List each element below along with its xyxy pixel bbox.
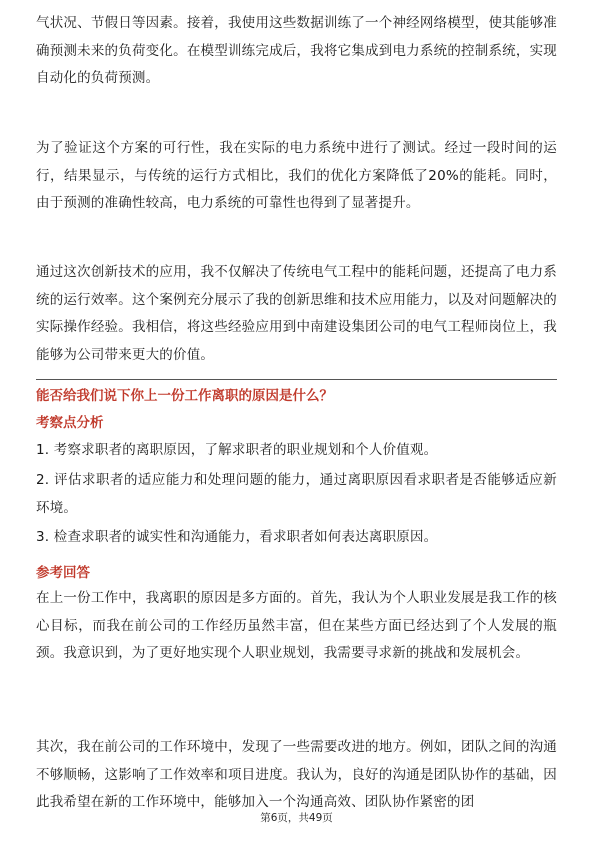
document-page	[36, 0, 557, 842]
analysis-title: 考察点分析	[36, 415, 104, 431]
analysis-item: 3. 检查求职者的诚实性和沟通能力，看求职者如何表达离职原因。	[36, 529, 438, 545]
answer-paragraph: 在上一份工作中，我离职的原因是多方面的。首先，我认为个人职业发展是我工作的核心目标，而我在前公司的工作经历虽然丰富，但在某些方面已经达到了个人发展的瓶颈。我意识到，为了更好地实现个人职业规划，我需要寻求新的挑战和发展机会。	[36, 590, 557, 661]
analysis-item: 2. 评估求职者的适应能力和处理问题的能力，通过离职原因看求职者是否能够适应新环境。	[36, 472, 557, 516]
answer-title: 参考回答	[36, 565, 90, 581]
paragraph-test-results: 为了验证这个方案的可行性，我在实际的电力系统中进行了测试。经过一段时间的运行，结果显示，与传统的运行方式相比，我们的优化方案降低了20%的能耗。同时，由于预测的准确性较高，电力系统的可靠性也得到了显著提升。	[36, 140, 557, 211]
section-divider	[36, 379, 557, 380]
page-footer: 第6页，共49页	[260, 812, 333, 824]
paragraph-conclusion: 通过这次创新技术的应用，我不仅解决了传统电气工程中的能耗问题，还提高了电力系统的运行效率。这个案例充分展示了我的创新思维和技术应用能力，以及对问题解决的实际操作经验。我相信，将这些经验应用到中南建设集团公司的电气工程师岗位上，我能够为公司带来更大的价值。	[36, 264, 557, 363]
paragraph-continuation: 气状况、节假日等因素。接着，我使用这些数据训练了一个神经网络模型，使其能够准确预测未来的负荷变化。在模型训练完成后，我将它集成到电力系统的控制系统，实现自动化的负荷预测。	[36, 15, 557, 86]
answer-paragraph: 其次，我在前公司的工作环境中，发现了一些需要改进的地方。例如，团队之间的沟通不够顺畅，这影响了工作效率和项目进度。我认为，良好的沟通是团队协作的基础，因此我希望在新的工作环境中，能够加入一个沟通高效、团队协作紧密的团	[36, 739, 557, 810]
question-heading: 能否给我们说下你上一份工作离职的原因是什么？	[36, 388, 333, 404]
analysis-item: 1. 考察求职者的离职原因，了解求职者的职业规划和个人价值观。	[36, 442, 438, 458]
